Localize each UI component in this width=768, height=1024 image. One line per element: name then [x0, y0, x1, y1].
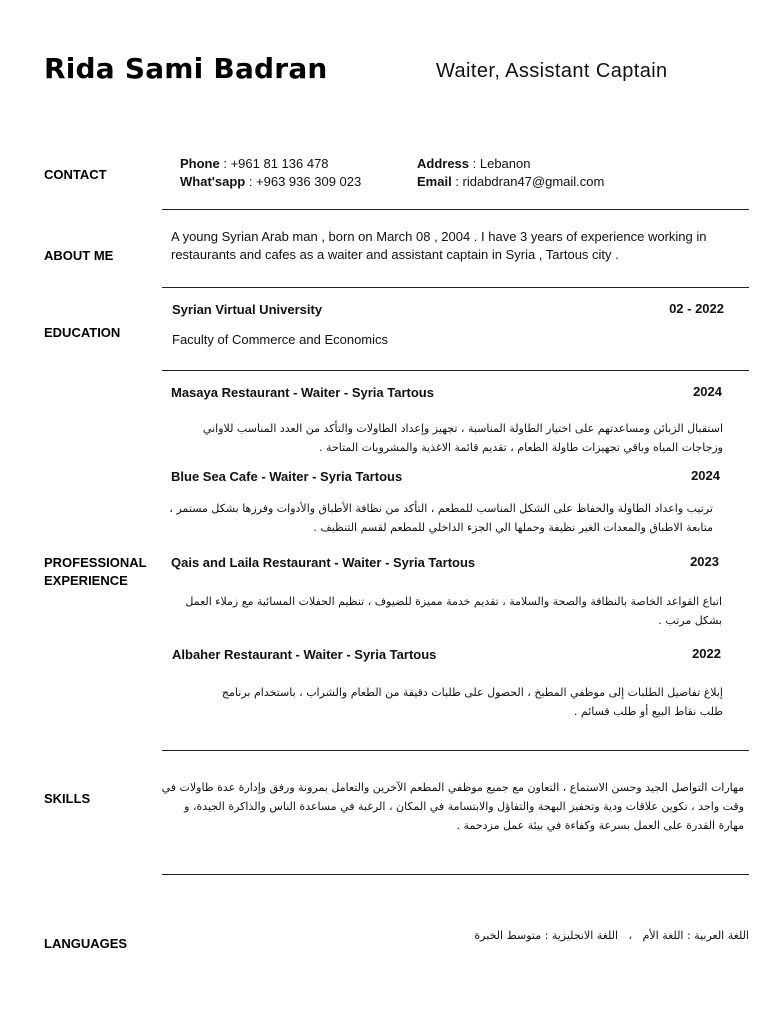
address-value: : Lebanon: [469, 156, 531, 171]
whatsapp-line: [180, 173, 361, 191]
experience-description: استقبال الزبائن ومساعدتهم على اختيار الطاولة المناسبة ، تجهيز وإعداد الطاولات والتأكد من العدد المناسب للاواني وزجاجات المياه وباقي تجهيزات طاولة الطعام ، تقديم قائمة الاغذية والمشروبات المتاحة .: [202, 422, 723, 454]
section-label-about: ABOUT ME: [44, 248, 114, 263]
experience-heading: Masaya Restaurant - Waiter - Syria Tartous: [171, 385, 434, 400]
email-label: Email: [417, 174, 452, 189]
experience-heading: Albaher Restaurant - Waiter - Syria Tartous: [172, 647, 437, 662]
job-title: Waiter, Assistant Captain: [436, 60, 668, 82]
about-line-1: A young Syrian Arab man , born on March 08 , 2004 . I have 3 years of experience working in: [171, 229, 707, 244]
whatsapp-value: : +963 936 309 023: [245, 174, 362, 189]
experience-description: ترتيب واعداد الطاولة والحفاظ على الشكل المناسب للمطعم ، التأكد من نظافة الأطباق والأدوات وفرزها بشكل مستمر ، متابعة الاطباق والمعدات الغير نظيفة وحملها الي الجزء الداخلي للمطعم لقسم التنظيف .: [169, 502, 713, 534]
section-label-languages: LANGUAGES: [44, 936, 128, 951]
experience-year: 2024: [691, 468, 720, 483]
divider: [162, 750, 749, 751]
address-line: [417, 155, 530, 173]
email-line: [417, 173, 604, 191]
experience-year: 2023: [690, 554, 719, 569]
divider: [162, 370, 749, 371]
divider: [162, 209, 749, 210]
about-line-2: restaurants and cafes as a waiter and assistant captain in Syria , Tartous city .: [171, 247, 619, 262]
divider: [162, 874, 749, 875]
section-label-experience-line-1: PROFESSIONAL: [44, 555, 147, 570]
email-value: : ridabdran47@gmail.com: [451, 174, 605, 189]
experience-description: إبلاغ تفاصيل الطلبات إلى موظفي المطبخ ، الحصول على طلبات دقيقة من الطعام والشراب ، باستخدام برنامج طلب نقاط البيع أو طلب قسائم .: [221, 686, 723, 718]
experience-heading: Blue Sea Cafe - Waiter - Syria Tartous: [171, 469, 403, 484]
section-label-skills: SKILLS: [44, 791, 91, 806]
education-date: 02 - 2022: [669, 301, 724, 316]
phone-label: Phone: [180, 156, 220, 171]
phone-line: [180, 155, 329, 173]
education-school: Syrian Virtual University: [172, 302, 323, 317]
experience-description: اتباع القواعد الخاصة بالنظافة والصحة والسلامة ، تقديم خدمة مميزة للضيوف ، تنظيم الحفلات المسائية مع زملاء العمل بشكل مرتب .: [185, 595, 722, 627]
skills-text: مهارات التواصل الجيد وحسن الاستماع ، التعاون مع جميع موظفي المطعم الآخرين والتعامل بمرونة ورفق وإدارة عدة طاولات في وقت واحد ، تكوين علاقات ودية وتحفيز البهجة والتفاؤل والابتسامة في المكان ، الرغبة في مساعدة الناس والذاكرة الجيدة، و مهارة القدرة على العمل بسرعة وكفاءة في بيئة عمل مزدحمة .: [161, 781, 744, 832]
candidate-name: Rida Sami Badran: [44, 52, 328, 85]
experience-year: 2024: [693, 384, 722, 399]
languages-text: اللغة العربية : اللغة الأم ، اللغة الانجليزية : متوسط الخبرة: [474, 929, 749, 942]
education-faculty: Faculty of Commerce and Economics: [172, 332, 389, 347]
section-label-experience-line-2: EXPERIENCE: [44, 573, 128, 588]
address-label: Address: [417, 156, 470, 171]
section-label-contact: CONTACT: [44, 167, 107, 182]
experience-heading: Qais and Laila Restaurant - Waiter - Syria Tartous: [171, 555, 476, 570]
section-label-education: EDUCATION: [44, 325, 121, 340]
divider: [162, 287, 749, 288]
phone-value: : +961 81 136 478: [219, 156, 329, 171]
section-label-experience: [44, 554, 147, 590]
whatsapp-label: What'sapp: [180, 174, 246, 189]
experience-year: 2022: [692, 646, 721, 661]
